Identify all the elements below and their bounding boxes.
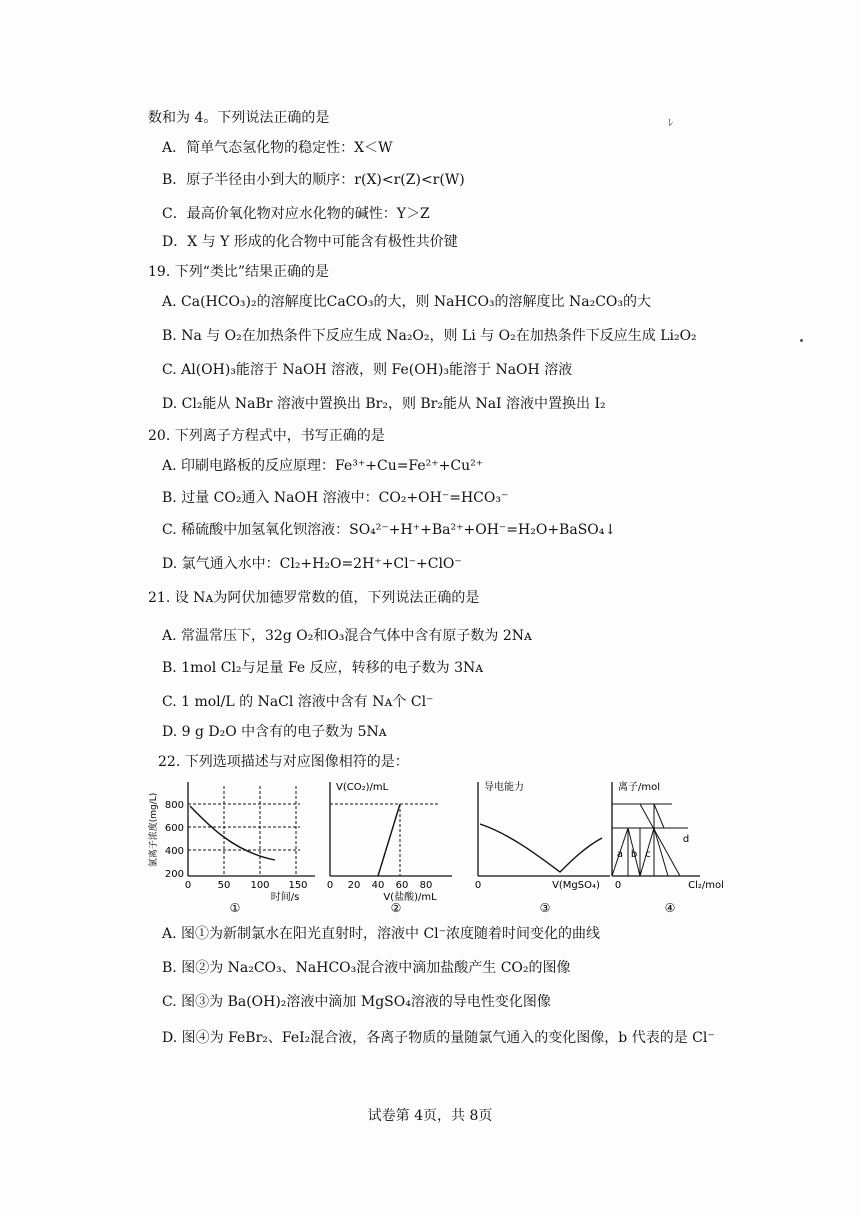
figure-3 [475, 780, 610, 915]
f3-origin: 0 [474, 880, 482, 891]
q20-option-b: B. 过量 CO₂通入 NaOH 溶液中：CO₂+OH⁻=HCO₃⁻ [162, 490, 509, 506]
f4-label-d: d [682, 834, 690, 845]
q22-option-c: C. 图③为 Ba(OH)₂溶液中滴加 MgSO₄溶液的导电性变化图像 [162, 994, 551, 1010]
f4-label-b: b [630, 849, 638, 860]
q21-option-c: C. 1 mol/L 的 NaCl 溶液中含有 Nᴀ个 Cl⁻ [162, 694, 434, 710]
f2-ylabel: V(CO₂)/mL [336, 782, 389, 793]
f1-ylabel: 氯离子浓度(mg/L) [149, 792, 159, 868]
stray-mark: ﾚ [668, 116, 674, 129]
q19-option-a: A. Ca(HCO₃)₂的溶解度比CaCO₃的大，则 NaHCO₃的溶解度比 Na₂CO₃的大 [162, 294, 651, 310]
q22-stem: 22. 下列选项描述与对应图像相符的是： [158, 754, 409, 770]
f1-xtick-0: 0 [184, 880, 192, 891]
q21-stem: 21. 设 Nᴀ为阿伏加德罗常数的值，下列说法正确的是 [148, 590, 480, 606]
q19-option-d: D. Cl₂能从 NaBr 溶液中置换出 Br₂，则 Br₂能从 NaI 溶液中置换出 I₂ [162, 396, 606, 412]
q20-option-a: A. 印刷电路板的反应原理：Fe³⁺+Cu=Fe²⁺+Cu²⁺ [162, 458, 484, 474]
f2-xlabel: V(盐酸)/mL [383, 892, 437, 903]
f4-label-a: a [616, 849, 624, 860]
f1-ytick-800: 800 [164, 800, 184, 811]
f4-label-c: c [645, 849, 651, 860]
f4-ylabel: 离子/mol [618, 782, 661, 793]
f1-xtick-100: 100 [250, 880, 270, 891]
f3-ylabel: 导电能力 [484, 782, 524, 793]
f2-xtick-60: 60 [395, 880, 409, 891]
q19-option-b: B. Na 与 O₂在加热条件下反应生成 Na₂O₂，则 Li 与 O₂在加热条件下反应生成 Li₂O₂ [162, 328, 697, 344]
f1-ytick-600: 600 [164, 823, 184, 834]
f3-caption: ③ [539, 901, 551, 915]
co2-line [378, 804, 400, 876]
figure-1 [147, 782, 315, 915]
q21-option-d: D. 9 g D₂O 中含有的电子数为 5Nᴀ [162, 724, 387, 740]
f3-xlabel: V(MgSO₄) [552, 880, 600, 891]
f4-origin: 0 [614, 880, 622, 891]
q20-stem: 20. 下列离子方程式中，书写正确的是 [148, 428, 385, 444]
f2-caption: ② [390, 901, 402, 915]
f1-xtick-150: 150 [288, 880, 308, 891]
f2-xtick-20: 20 [347, 880, 361, 891]
q20-option-d: D. 氯气通入水中：Cl₂+H₂O=2H⁺+Cl⁻+ClO⁻ [162, 556, 462, 572]
conductivity-curve [480, 824, 602, 872]
f1-caption: ① [229, 901, 241, 915]
f4-xlabel: Cl₂/mol [688, 880, 724, 891]
q19-stem: 19. 下列“类比”结果正确的是 [148, 264, 330, 280]
page-footer: 试卷第 4页，共 8页 [367, 1108, 493, 1124]
q21-option-a: A. 常温常压下，32g O₂和O₃混合气体中含有原子数为 2Nᴀ [162, 628, 532, 644]
f2-xtick-0: 0 [326, 880, 334, 891]
q22-option-d: D. 图④为 FeBr₂、FeI₂混合液，各离子物质的量随氯气通入的变化图像，b 代表的是 Cl⁻ [162, 1030, 715, 1046]
q19-option-c: C. Al(OH)₃能溶于 NaOH 溶液，则 Fe(OH)₃能溶于 NaOH 溶液 [162, 362, 573, 378]
q18-stem-continuation: 数和为 4。下列说法正确的是 [148, 110, 330, 126]
q20-option-c: C. 稀硫酸中加氢氧化钡溶液：SO₄²⁻+H⁺+Ba²⁺+OH⁻=H₂O+BaSO₄↓ [162, 522, 617, 538]
figure-4 [612, 780, 724, 915]
f2-xtick-40: 40 [371, 880, 385, 891]
f1-xlabel: 时间/s [270, 892, 300, 903]
q18-option-c: C．最高价氧化物对应水化物的碱性：Y＞Z [162, 206, 430, 222]
q22-option-a: A. 图①为新制氯水在阳光直射时，溶液中 Cl⁻浓度随着时间变化的曲线 [162, 926, 601, 942]
q18-option-d: D．X 与 Y 形成的化合物中可能含有极性共价键 [162, 234, 458, 250]
q22-option-b: B. 图②为 Na₂CO₃、NaHCO₃混合液中滴加盐酸产生 CO₂的图像 [162, 960, 571, 976]
q18-option-a: A．简单气态氢化物的稳定性：X＜W [162, 140, 393, 156]
f1-xtick-50: 50 [217, 880, 231, 891]
f1-ytick-200: 200 [164, 869, 184, 880]
q21-option-b: B. 1mol Cl₂与足量 Fe 反应，转移的电子数为 3Nᴀ [162, 660, 484, 676]
chloride-curve [190, 806, 275, 860]
figure-2 [327, 782, 452, 915]
f4-caption: ④ [664, 901, 676, 915]
f1-ytick-400: 400 [164, 846, 184, 857]
q18-option-b: B．原子半径由小到大的顺序：r(X)<r(Z)<r(W) [162, 172, 465, 188]
f2-xtick-80: 80 [419, 880, 433, 891]
q22-figures [140, 772, 740, 922]
stray-dot [800, 339, 803, 342]
